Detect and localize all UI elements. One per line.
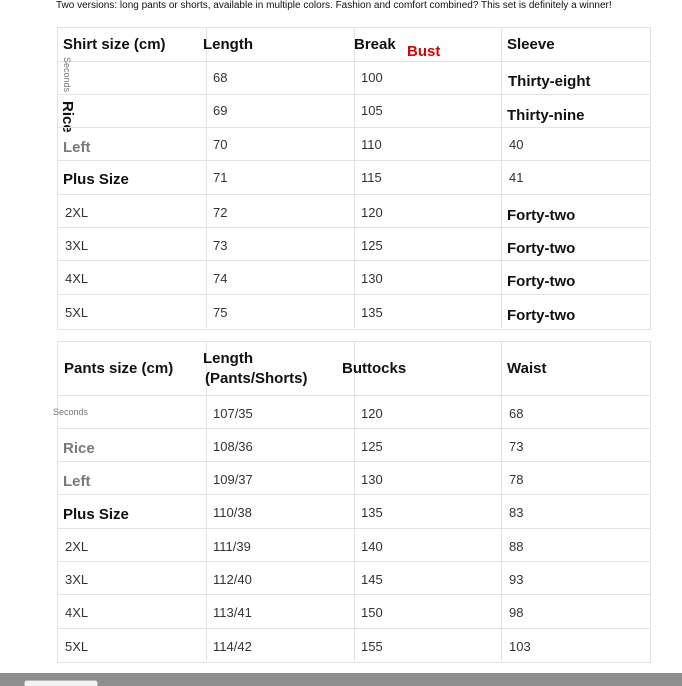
cell-length: 70 bbox=[213, 137, 228, 152]
table-row bbox=[57, 528, 651, 562]
cell-buttocks: 135 bbox=[361, 505, 383, 520]
cell-size: 2XL bbox=[65, 205, 89, 220]
cell-waist: 93 bbox=[509, 572, 524, 587]
cell-break: 120 bbox=[361, 205, 383, 220]
cell-buttocks: 140 bbox=[361, 539, 383, 554]
header-waist: Waist bbox=[507, 360, 547, 377]
table-row bbox=[57, 461, 651, 495]
footer-tab-button[interactable] bbox=[24, 680, 98, 686]
cell-waist: 78 bbox=[509, 472, 524, 487]
cell-buttocks: 120 bbox=[361, 406, 383, 421]
cell-length: 112/40 bbox=[213, 572, 252, 587]
cell-size: 2XL bbox=[65, 539, 89, 554]
header-length-sub: (Pants/Shorts) bbox=[205, 370, 308, 387]
cell-sleeve: 40 bbox=[509, 137, 524, 152]
cell-break: 105 bbox=[361, 103, 383, 118]
pants-size-table bbox=[53, 341, 651, 661]
cell-size: 3XL bbox=[65, 572, 89, 587]
cell-size: Left bbox=[63, 139, 91, 156]
cell-size: 4XL bbox=[65, 605, 89, 620]
cell-length: 111/39 bbox=[213, 539, 251, 554]
cell-buttocks: 155 bbox=[361, 639, 383, 654]
cell-waist: 98 bbox=[509, 605, 524, 620]
table-row bbox=[53, 395, 651, 429]
cell-waist: 88 bbox=[509, 539, 524, 554]
table-row bbox=[57, 61, 651, 95]
cell-length: 68 bbox=[213, 70, 228, 85]
cell-length: 69 bbox=[213, 103, 228, 118]
cell-length: 110/38 bbox=[213, 505, 252, 520]
cell-sleeve: Forty-two bbox=[507, 273, 576, 290]
header-buttocks: Buttocks bbox=[342, 360, 407, 377]
intro-text: Two versions: long pants or shorts, available in multiple colors. Fashion and comfort combined? This set is definitely a winner! bbox=[56, 0, 612, 11]
header-pants-size: Pants size (cm) bbox=[64, 360, 174, 377]
header-break: Break bbox=[354, 36, 396, 53]
cell-waist: 83 bbox=[509, 505, 524, 520]
cell-sleeve: 41 bbox=[509, 170, 524, 185]
table-row bbox=[57, 294, 651, 327]
cell-waist: 68 bbox=[509, 406, 524, 421]
side-label-rice: Rice bbox=[59, 101, 76, 133]
cell-length: 109/37 bbox=[213, 472, 253, 487]
cell-size: Seconds bbox=[53, 407, 89, 417]
cell-length: 113/41 bbox=[213, 605, 252, 620]
cell-length: 72 bbox=[213, 205, 228, 220]
cell-waist: 73 bbox=[509, 439, 524, 454]
cell-length: 74 bbox=[213, 271, 228, 286]
cell-buttocks: 150 bbox=[361, 605, 383, 620]
cell-waist: 103 bbox=[509, 639, 531, 654]
cell-length: 114/42 bbox=[213, 639, 252, 654]
table-row bbox=[57, 260, 651, 295]
cell-size: 4XL bbox=[65, 271, 89, 286]
cell-break: 115 bbox=[361, 170, 382, 185]
table-row bbox=[57, 428, 651, 462]
cell-break: 135 bbox=[361, 305, 383, 320]
cell-size: Left bbox=[63, 473, 91, 490]
table-row bbox=[57, 127, 651, 161]
cell-size: Plus Size bbox=[63, 171, 129, 188]
table-row bbox=[57, 628, 651, 661]
header-bust: Bust bbox=[407, 43, 441, 60]
cell-buttocks: 145 bbox=[361, 572, 383, 587]
footer-bar bbox=[0, 673, 682, 686]
cell-length: 73 bbox=[213, 238, 228, 253]
cell-length: 108/36 bbox=[213, 439, 253, 454]
cell-size: 5XL bbox=[65, 305, 89, 320]
cell-break: 100 bbox=[361, 70, 383, 85]
cell-sleeve: Forty-two bbox=[507, 307, 576, 324]
cell-size: Plus Size bbox=[63, 506, 129, 523]
table-header-row bbox=[57, 27, 651, 62]
cell-size: 5XL bbox=[65, 639, 89, 654]
cell-size: Rice bbox=[63, 440, 95, 457]
table-row bbox=[57, 494, 651, 529]
cell-sleeve: Thirty-nine bbox=[507, 107, 585, 124]
header-shirt-size: Shirt size (cm) bbox=[63, 36, 166, 53]
header-length: Length bbox=[203, 36, 253, 53]
cell-break: 125 bbox=[361, 238, 383, 253]
table-row bbox=[57, 561, 651, 595]
cell-break: 110 bbox=[361, 137, 382, 152]
side-label-seconds: Seconds bbox=[62, 57, 72, 93]
table-row bbox=[57, 160, 651, 195]
table-row bbox=[57, 227, 651, 261]
cell-length: 71 bbox=[213, 170, 228, 185]
table-row bbox=[57, 194, 651, 228]
cell-sleeve: Forty-two bbox=[507, 240, 576, 257]
header-length: Length bbox=[203, 350, 253, 367]
cell-size: 3XL bbox=[65, 238, 89, 253]
table-row bbox=[57, 94, 651, 128]
table-row bbox=[57, 594, 651, 629]
header-sleeve: Sleeve bbox=[507, 36, 555, 53]
cell-length: 75 bbox=[213, 305, 228, 320]
shirt-size-table bbox=[57, 27, 651, 328]
cell-buttocks: 130 bbox=[361, 472, 383, 487]
table-header-row bbox=[57, 341, 651, 396]
cell-sleeve: Thirty-eight bbox=[508, 73, 591, 90]
cell-sleeve: Forty-two bbox=[507, 207, 576, 224]
cell-buttocks: 125 bbox=[361, 439, 383, 454]
cell-length: 107/35 bbox=[213, 406, 253, 421]
cell-break: 130 bbox=[361, 271, 383, 286]
